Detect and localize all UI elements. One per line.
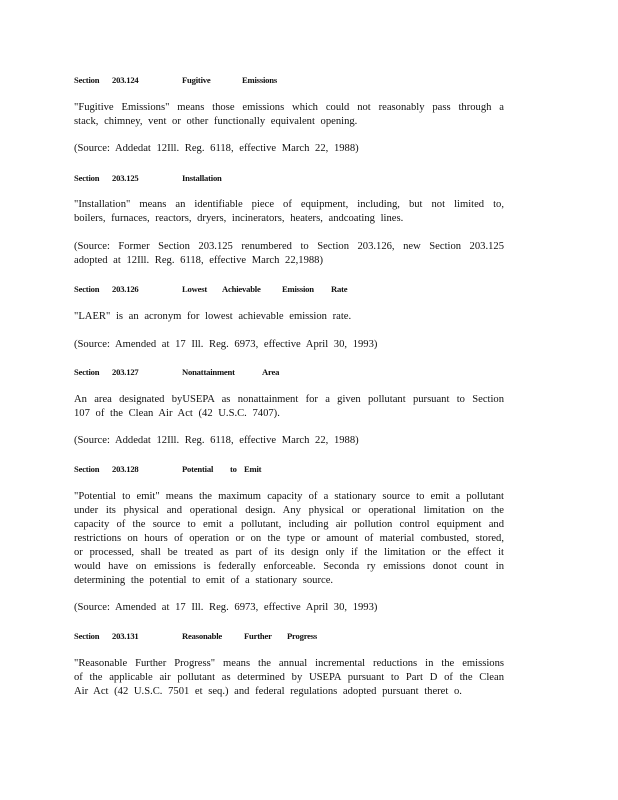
section-heading: [74, 464, 374, 476]
section-title-word: Fugitive: [182, 75, 211, 85]
section-title-word: Achievable: [222, 284, 261, 294]
section-number: 203.127: [112, 367, 139, 377]
text-line: (Source: Amended at 17 Ill. Reg. 6973, effective April 30, 1993): [74, 339, 378, 350]
section-heading: [74, 367, 374, 379]
section-label: Section: [74, 464, 100, 474]
section-label: Section: [74, 284, 100, 294]
section-title-word: Potential: [182, 464, 214, 474]
text-line: (Source: Former Section 203.125 renumbered to Section 203.126, new Section 203.125: [74, 241, 504, 252]
definition-paragraph: [74, 657, 504, 699]
section-heading: [74, 631, 374, 643]
section-number: 203.128: [112, 464, 139, 474]
section-title-word: Nonattainment: [182, 367, 235, 377]
text-line: boilers, furnaces, reactors, dryers, incinerators, heaters, andcoating lines.: [74, 213, 404, 224]
text-line: "LAER" is an acronym for lowest achievable emission rate.: [74, 311, 352, 322]
section-label: Section: [74, 367, 100, 377]
section-label: Section: [74, 173, 100, 183]
section-heading: [74, 173, 374, 185]
section-heading: [74, 75, 374, 87]
section-heading: [74, 284, 374, 296]
section-title-word: Reasonable: [182, 631, 223, 641]
section-title-word: Installation: [182, 173, 222, 183]
source-note: [74, 601, 504, 615]
section-title-word: to: [230, 464, 237, 474]
text-line: stack, chimney, vent or other functionally equivalent opening.: [74, 116, 358, 127]
text-line: (Source: Addedat 12Ill. Reg. 6118, effective March 22, 1988): [74, 143, 359, 154]
text-line: Air Act (42 U.S.C. 7501 et seq.) and federal regulations adopted pursuant theret o.: [74, 686, 462, 697]
section-title-word: Progress: [287, 631, 318, 641]
source-note: [74, 142, 504, 156]
text-line: 107 of the Clean Air Act (42 U.S.C. 7407).: [74, 408, 280, 419]
definition-paragraph: [74, 310, 504, 324]
definition-paragraph: [74, 490, 504, 588]
section-title-word: Area: [262, 367, 280, 377]
text-line: "Installation" means an identifiable piece of equipment, including, but not limited to,: [74, 199, 504, 210]
text-line: (Source: Addedat 12Ill. Reg. 6118, effective March 22, 1988): [74, 435, 359, 446]
section-title-word: Emissions: [242, 75, 277, 85]
section-title-word: Emit: [244, 464, 262, 474]
text-line: adopted at 12Ill. Reg. 6118, effective March 22,1988): [74, 255, 323, 266]
text-line: An area designated byUSEPA as nonattainment for a given pollutant pursuant to Section: [74, 394, 504, 405]
definition-paragraph: [74, 101, 504, 129]
text-line: under its physical and operational design. Any physical or operational limitation on the: [74, 505, 504, 516]
section-number: 203.125: [112, 173, 139, 183]
section-number: 203.126: [112, 284, 139, 294]
text-line: "Fugitive Emissions" means those emissions which could not reasonably pass through a: [74, 102, 504, 113]
source-note: [74, 240, 504, 268]
section-title-word: Emission: [282, 284, 314, 294]
text-line: would have on emissions is federally enforceable. Seconda ry emissions donot count in: [74, 561, 504, 572]
definition-paragraph: [74, 393, 504, 421]
section-number: 203.131: [112, 631, 139, 641]
section-number: 203.124: [112, 75, 139, 85]
text-line: "Potential to emit" means the maximum capacity of a stationary source to emit a pollutant: [74, 491, 504, 502]
source-note: [74, 434, 504, 448]
text-line: "Reasonable Further Progress" means the annual incremental reductions in the emissions: [74, 658, 504, 669]
text-line: determining the potential to emit of a stationary source.: [74, 575, 334, 586]
definition-paragraph: [74, 198, 504, 226]
section-title-word: Rate: [331, 284, 348, 294]
text-line: (Source: Amended at 17 Ill. Reg. 6973, effective April 30, 1993): [74, 602, 378, 613]
text-line: restrictions on hours of operation or on the type or amount of material combusted, stored,: [74, 533, 504, 544]
section-label: Section: [74, 631, 100, 641]
text-line: capacity of the source to emit a pollutant, including air pollution control equipment and: [74, 519, 504, 530]
section-title-word: Further: [244, 631, 272, 641]
section-label: Section: [74, 75, 100, 85]
section-title-word: Lowest: [182, 284, 208, 294]
source-note: [74, 338, 504, 352]
text-line: of the applicable air pollutant as determined by USEPA pursuant to Part D of the Clean: [74, 672, 504, 683]
text-line: or processed, shall be treated as part of its design only if the limitation or the effect it: [74, 547, 504, 558]
